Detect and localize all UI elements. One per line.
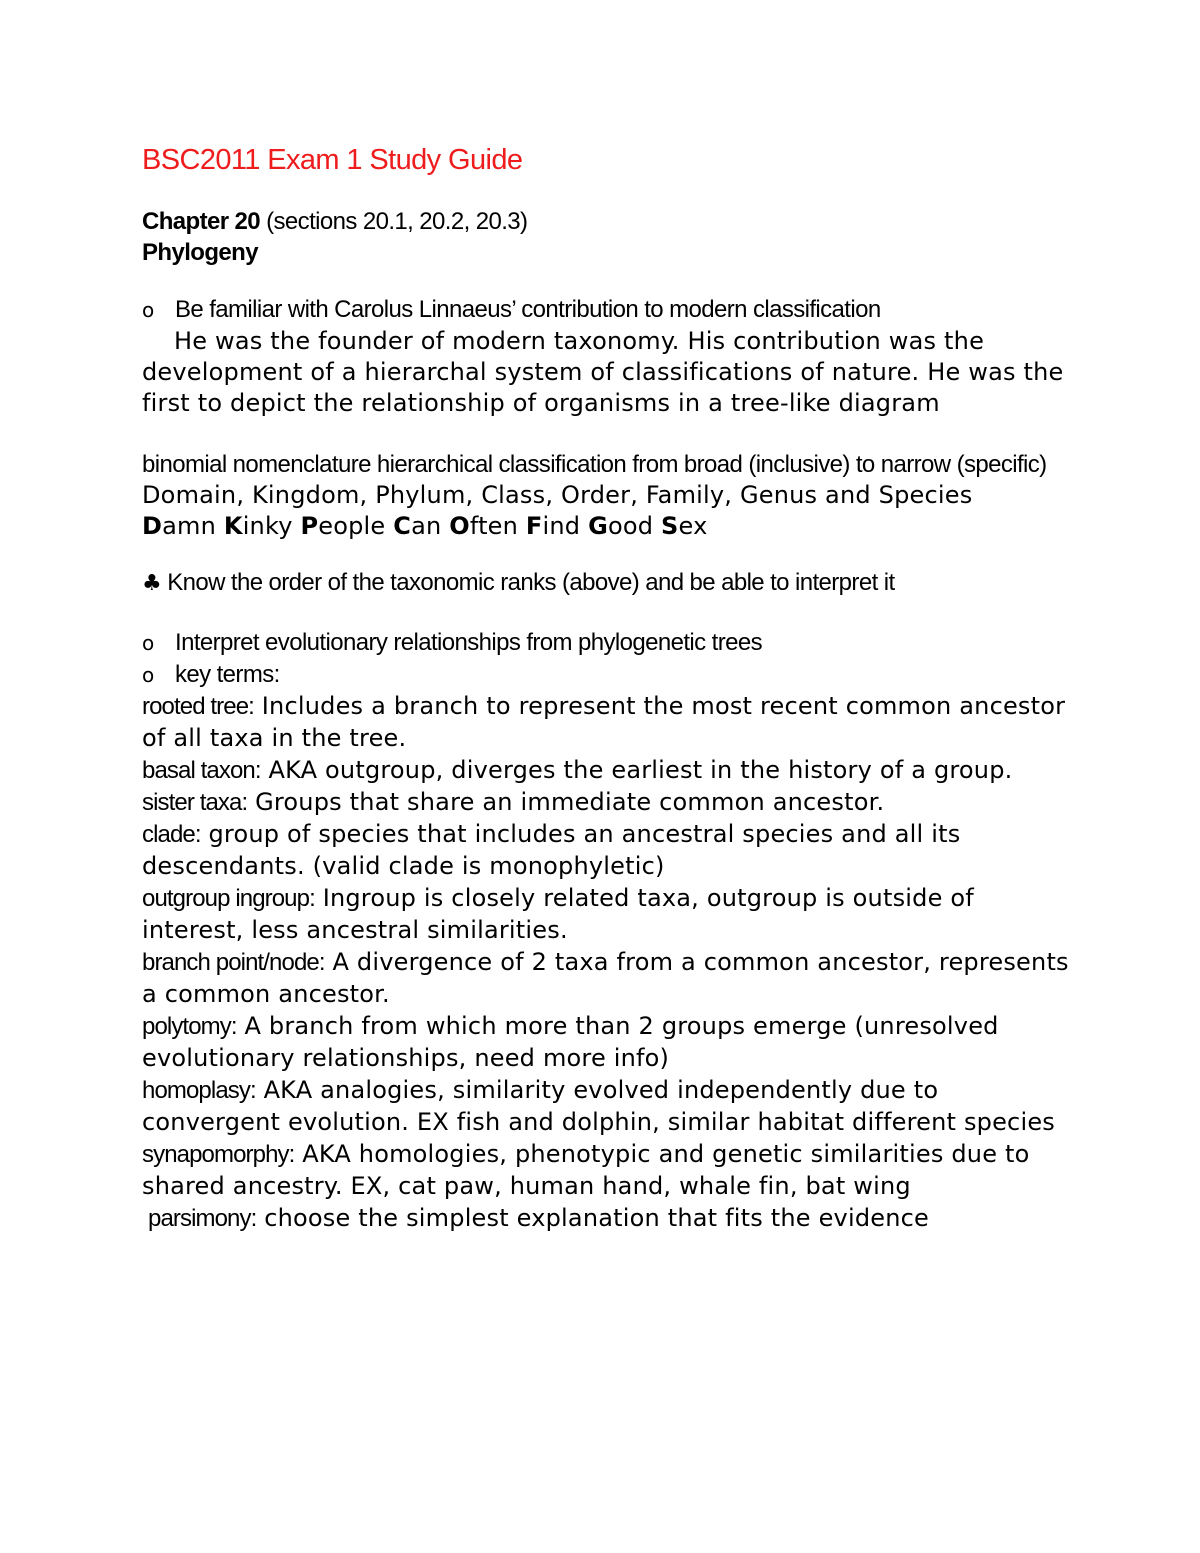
chapter-sections: (sections 20.1, 20.2, 20.3) <box>266 208 528 235</box>
mnemonic-initial: K <box>223 512 243 540</box>
mnemonic-word <box>224 512 293 540</box>
hollow-bullet-icon: o <box>142 631 154 655</box>
key-term-label: synapomorphy: <box>142 1141 295 1168</box>
key-terms-list <box>142 691 1072 1235</box>
linnaeus-prompt <box>142 294 1072 326</box>
key-term-label: rooted tree: <box>142 693 254 720</box>
ranks-note <box>142 567 1072 599</box>
key-term-item <box>142 691 1072 755</box>
key-term-definition: Ingroup is closely related taxa, outgroup is outside of interest, less ancestral similarities. <box>142 884 974 944</box>
mnemonic-word <box>142 512 216 540</box>
mnemonic-word <box>661 512 707 540</box>
key-term-label: sister taxa: <box>142 789 248 816</box>
key-term-definition: A divergence of 2 taxa from a common ancestor, represents a common ancestor. <box>142 948 1069 1008</box>
hollow-bullet-icon: o <box>142 663 154 687</box>
mnemonic-rest: eople <box>318 512 386 540</box>
mnemonic-rest: an <box>411 512 442 540</box>
mnemonic-word <box>588 512 653 540</box>
mnemonic-rest: ood <box>607 512 654 540</box>
key-term-label: basal taxon: <box>142 757 261 784</box>
key-term-item <box>142 787 1072 819</box>
mnemonic-initial: D <box>142 512 163 540</box>
interpret-item <box>142 627 1072 659</box>
key-term-item <box>142 755 1072 787</box>
key-term-item <box>142 1139 1072 1203</box>
club-bullet-icon: ♣ <box>142 571 162 596</box>
key-term-definition: group of species that includes an ancestral species and all its descendants. (valid clade is monophyletic) <box>142 820 961 880</box>
mnemonic-rest: ind <box>542 512 581 540</box>
key-term-label: outgroup ingroup: <box>142 885 315 912</box>
key-term-label: parsimony: <box>148 1205 257 1232</box>
chapter-heading <box>142 206 1072 237</box>
key-term-item <box>142 1203 1072 1235</box>
topic-heading: Phylogeny <box>142 239 258 266</box>
mnemonic-rest: ften <box>469 512 519 540</box>
key-term-definition: AKA outgroup, diverges the earliest in the history of a group. <box>260 756 1013 784</box>
mnemonic-word <box>449 512 518 540</box>
ranks-note-text: Know the order of the taxonomic ranks (above) and be able to interpret it <box>167 569 895 596</box>
mnemonic-initial: S <box>661 512 679 540</box>
key-terms-heading <box>142 659 1072 691</box>
key-term-label: branch point/node: <box>142 949 325 976</box>
mnemonic-initial: C <box>393 512 412 540</box>
mnemonic-rest: ex <box>678 512 708 540</box>
mnemonic-word <box>393 512 441 540</box>
chapter-label: Chapter 20 <box>142 208 261 235</box>
key-terms-heading-text: key terms: <box>175 661 280 688</box>
key-term-label: polytomy: <box>142 1013 237 1040</box>
key-term-item <box>142 883 1072 947</box>
interpret-text: Interpret evolutionary relationships from phylogenetic trees <box>175 629 762 656</box>
key-term-item <box>142 819 1072 883</box>
key-term-definition: AKA analogies, similarity evolved independently due to convergent evolution. EX fish and dolphin, similar habitat different species <box>142 1076 1055 1136</box>
linnaeus-answer-text: He was the founder of modern taxonomy. His contribution was the development of a hierarchal system of classifications of nature. He was the first to depict the relationship of organisms in a tree-like diagram <box>142 327 1064 417</box>
key-term-item <box>142 947 1072 1011</box>
key-term-definition: A branch from which more than 2 groups emerge (unresolved evolutionary relationships, need more info) <box>142 1012 999 1072</box>
hollow-bullet-icon: o <box>142 298 154 322</box>
mnemonic-initial: F <box>525 512 543 540</box>
mnemonic-word <box>526 512 580 540</box>
rank-list: Domain, Kingdom, Phylum, Class, Order, Family, Genus and Species <box>142 481 973 509</box>
mnemonic-initial: O <box>449 512 470 540</box>
rank-mnemonic <box>142 511 1072 542</box>
key-term-definition: Includes a branch to represent the most recent common ancestor of all taxa in the tree. <box>142 692 1066 752</box>
binomial-text: binomial nomenclature hierarchical classification from broad (inclusive) to narrow (specific) <box>142 451 1047 478</box>
page-title: BSC2011 Exam 1 Study Guide <box>142 144 523 176</box>
key-term-definition: AKA homologies, phenotypic and genetic similarities due to shared ancestry. EX, cat paw, human hand, whale fin, bat wing <box>142 1140 1030 1200</box>
key-term-item <box>142 1011 1072 1075</box>
key-term-label: clade: <box>142 821 201 848</box>
mnemonic-initial: G <box>588 512 608 540</box>
document-content <box>142 140 1072 1235</box>
mnemonic-rest: inky <box>242 512 293 540</box>
mnemonic-initial: P <box>300 512 319 540</box>
mnemonic-rest: amn <box>162 512 217 540</box>
key-term-label: homoplasy: <box>142 1077 256 1104</box>
key-term-item <box>142 1075 1072 1139</box>
key-term-definition: choose the simplest explanation that fits the evidence <box>256 1204 929 1232</box>
key-term-definition: Groups that share an immediate common ancestor. <box>247 788 885 816</box>
linnaeus-answer <box>142 326 1072 419</box>
linnaeus-prompt-text: Be familiar with Carolus Linnaeus’ contribution to modern classification <box>175 296 881 323</box>
mnemonic-word <box>300 512 385 540</box>
